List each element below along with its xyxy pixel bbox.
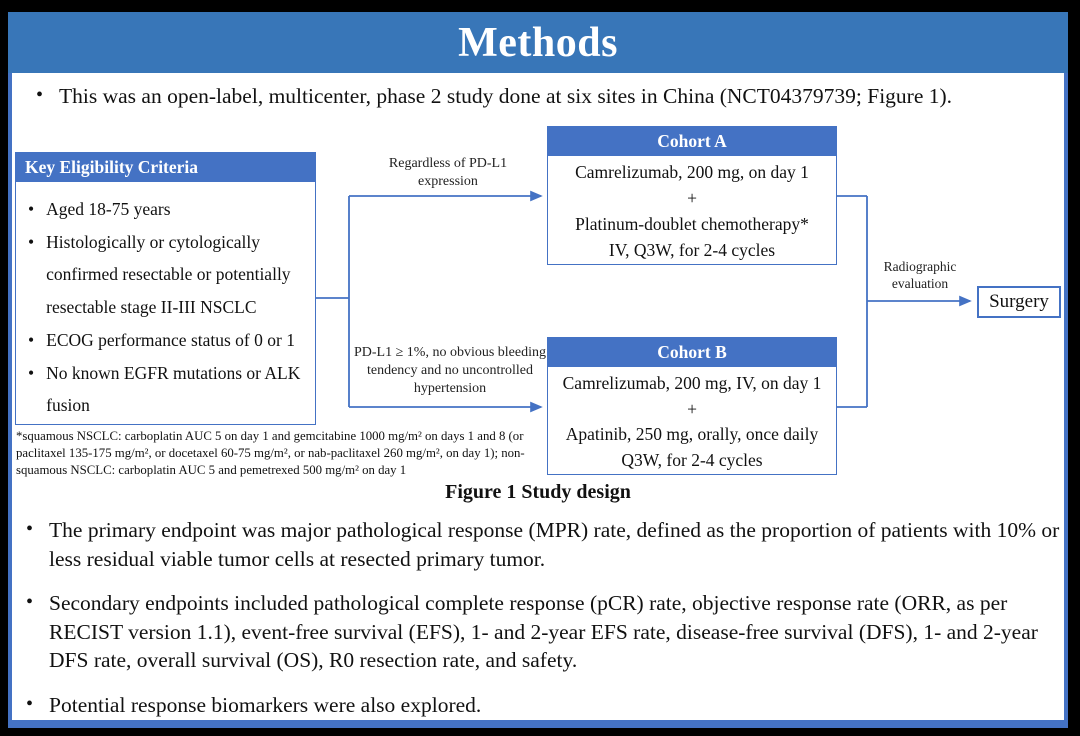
branch-label-top: Regardless of PD-L1 expression [388, 156, 508, 189]
cohort-a-line: + [687, 188, 697, 209]
cohort-a-box [547, 126, 837, 265]
radiographic-evaluation-label: Radiographic evaluation [883, 259, 957, 292]
bullet-dot-icon: • [28, 231, 35, 252]
eligibility-header: Key Eligibility Criteria [16, 153, 315, 182]
eligibility-item [20, 324, 309, 357]
eligibility-item [20, 357, 309, 422]
endpoint-bullet-text: Potential response biomarkers were also explored. [49, 692, 482, 717]
eligibility-item [20, 193, 309, 226]
eligibility-item-text: ECOG performance status of 0 or 1 [46, 329, 295, 350]
figure-footnote: *squamous NSCLC: carboplatin AUC 5 on day 1 and gemcitabine 1000 mg/m² on days 1 and 8 (or paclitaxel 135-175 mg/m², or docetaxel 60-75 mg/m², or nab-paclitaxel 260 mg/m², on day 1); non-squamous NSCLC: carboplatin AUC 5 and pemetrexed 500 mg/m² on day 1 [16, 429, 525, 477]
cohort-b-line: + [687, 398, 697, 419]
eligibility-item-text: No known EGFR mutations or ALK fusion [46, 362, 301, 416]
cohort-a-line: Camrelizumab, 200 mg, on day 1 [575, 162, 809, 183]
cohort-b-line: Q3W, for 2-4 cycles [621, 450, 763, 471]
cohort-a-header: Cohort A [548, 127, 836, 156]
slide-content [8, 73, 1068, 728]
cohort-a-line: IV, Q3W, for 2-4 cycles [608, 240, 776, 260]
surgery-box: Surgery [977, 286, 1061, 318]
slide-title: Methods [458, 19, 618, 66]
eligibility-item-text: Aged 18-75 years [46, 199, 171, 219]
intro-bullet [22, 82, 1056, 111]
bullet-dot-icon: • [28, 199, 35, 219]
bullet-dot-icon: • [36, 84, 44, 106]
endpoint-bullet-text: Secondary endpoints included pathological complete response (pCR) rate, objective response rate (ORR, as per RECIST version 1.1), event-free survival (EFS), 1- and 2-year EFS rate, disease-free survival (DFS), 1- and 2-year DFS rate, overall survival (OS), R0 resection rate, and safety. [49, 591, 1038, 673]
cohort-b-header: Cohort B [548, 338, 836, 367]
endpoint-bullet [12, 691, 1060, 720]
branch-label-bottom: PD-L1 ≥ 1%, no obvious bleeding tendency and no uncontrolled hypertension [354, 345, 547, 396]
bullet-dot-icon: • [26, 591, 34, 614]
bullet-dot-icon: • [26, 518, 34, 540]
cohort-b-box [547, 337, 837, 475]
endpoint-bullet [12, 589, 1060, 675]
endpoint-bullet [12, 516, 1060, 573]
bullet-dot-icon: • [28, 362, 35, 383]
eligibility-item-text: Histologically or cytologically confirmed resectable or potentially resectable stage II-III NSCLC [46, 231, 291, 318]
bullet-dot-icon: • [28, 329, 35, 350]
eligibility-box [15, 152, 316, 425]
bullet-dot-icon: • [26, 692, 34, 715]
cohort-a-line: Platinum-doublet chemotherapy* [575, 214, 809, 235]
intro-bullet-text: This was an open-label, multicenter, phase 2 study done at six sites in China (NCT04379739; Figure 1). [59, 84, 953, 108]
eligibility-item [20, 226, 309, 324]
figure-caption: Figure 1 Study design [445, 481, 631, 503]
endpoint-bullet-text: The primary endpoint was major pathological response (MPR) rate, defined as the proportion of patients with 10% or less residual viable tumor cells at resected primary tumor. [49, 518, 1060, 571]
title-band [8, 12, 1068, 73]
cohort-b-line: Apatinib, 250 mg, orally, once daily [565, 424, 819, 445]
cohort-b-line: Camrelizumab, 200 mg, IV, on day 1 [562, 372, 822, 393]
endpoints-section [12, 516, 1060, 736]
